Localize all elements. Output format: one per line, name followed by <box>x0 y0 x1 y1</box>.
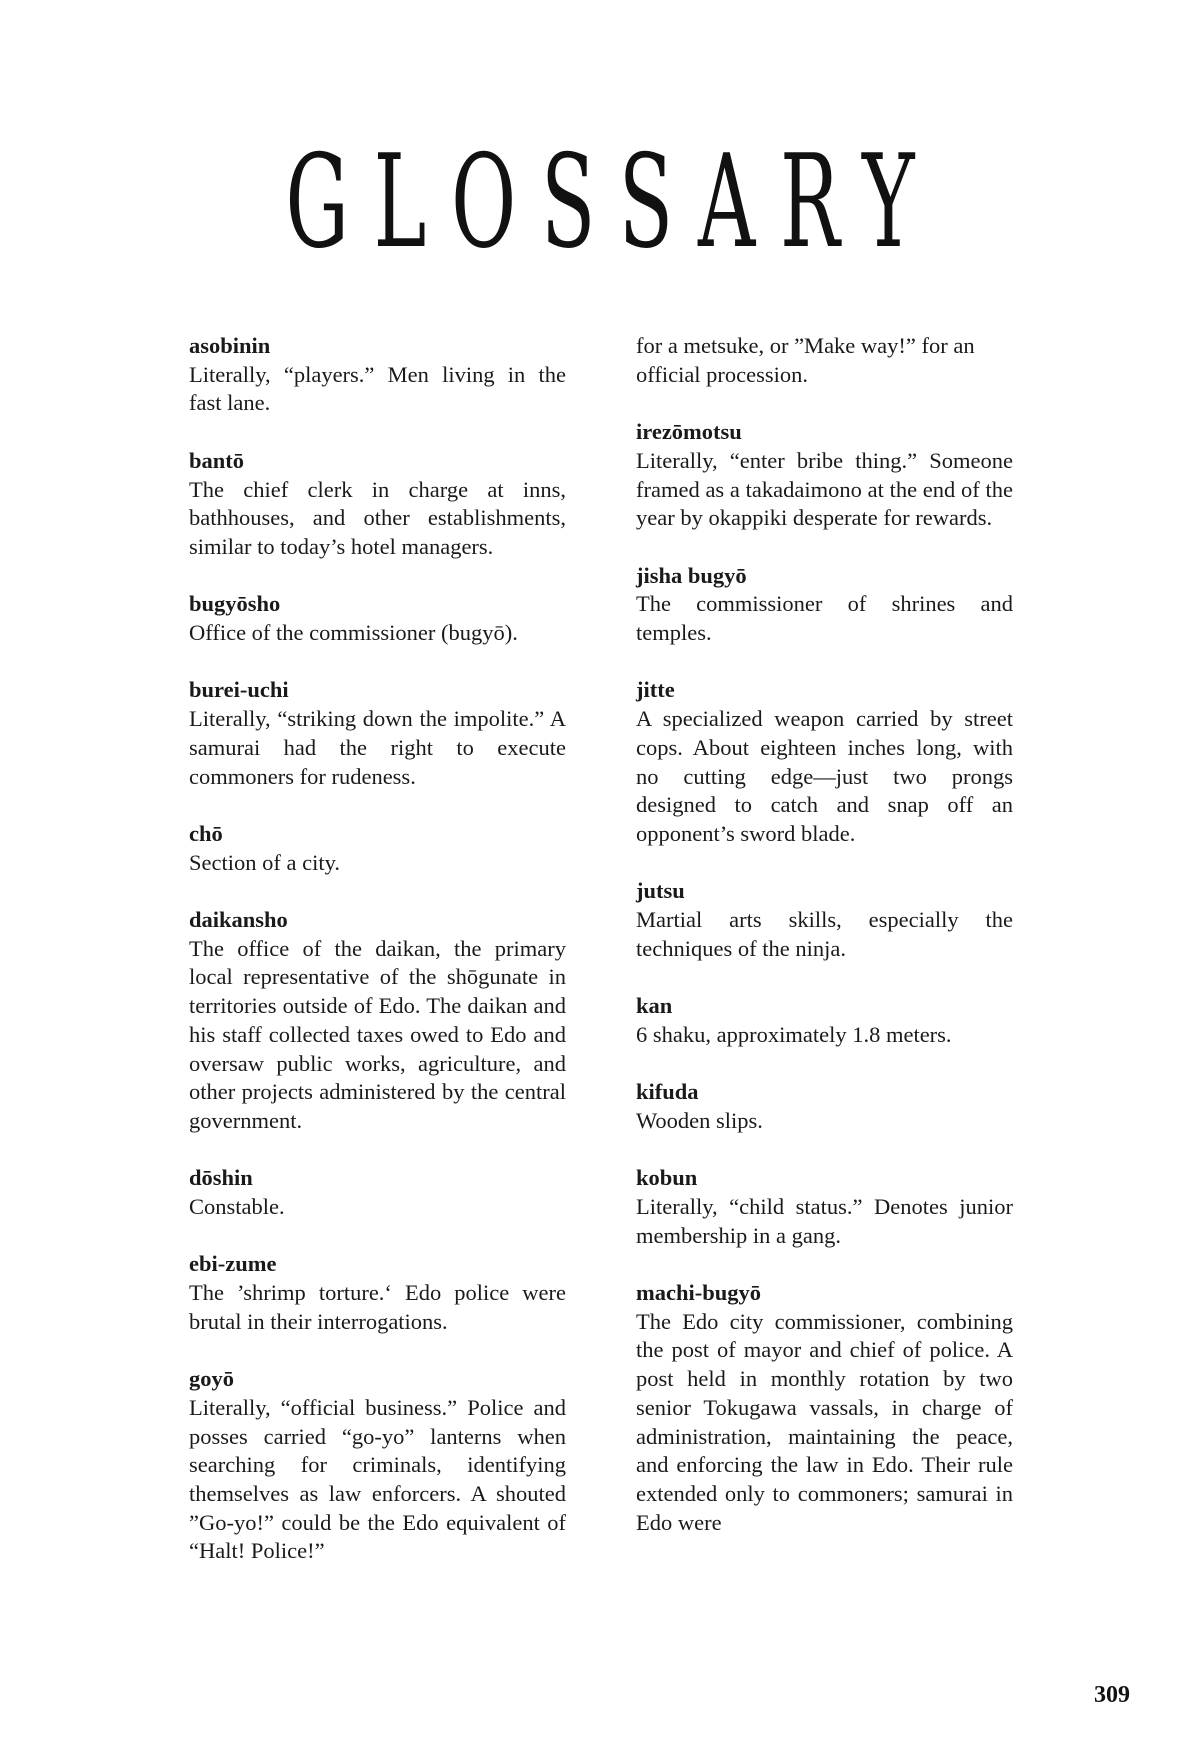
glossary-term: jutsu <box>636 878 685 904</box>
glossary-term: asobinin <box>189 333 271 358</box>
glossary-entry <box>636 992 1013 1049</box>
glossary-continuation <box>636 332 1013 389</box>
glossary-entry <box>189 1365 566 1566</box>
glossary-term: jisha bugyō <box>636 562 747 588</box>
glossary-entry <box>636 877 1013 963</box>
glossary-definition: The office of the daikan, the primary local representative of the shōgunate in territories outside of Edo. The daikan and his staff collected taxes owed to Edo and oversaw public works, agriculture, and other projects administered by the central government. <box>189 935 566 1133</box>
glossary-definition: Literally, “enter bribe thing.” Someone framed as a takadaimono at the end of the year by okappiki desperate for rewards. <box>636 447 1013 531</box>
glossary-term: bantō <box>189 447 245 473</box>
page-number: 309 <box>1094 1682 1130 1708</box>
glossary-definition: 6 shaku, approximately 1.8 meters. <box>636 1021 952 1047</box>
glossary-entry <box>636 1164 1013 1250</box>
glossary-definition: A specialized weapon carried by street cops. About eighteen inches long, with no cutting edge—just two prongs designed to catch and snap off an opponent’s sword blade. <box>636 706 1013 846</box>
glossary-definition: Literally, “official business.” Police and posses carried “go-yo” lanterns when searching for criminals, identifying themselves as law enforcers. A shouted ”Go-yo!” could be the Edo equivalent of “Halt! Police!” <box>189 1394 566 1564</box>
glossary-definition: Office of the commissioner (bugyō). <box>189 620 518 645</box>
glossary-entry <box>189 1250 566 1336</box>
glossary-term: burei-uchi <box>189 677 289 703</box>
glossary-entry <box>636 418 1013 533</box>
glossary-definition: The ’shrimp torture.‘ Edo police were brutal in their interrogations. <box>189 1280 566 1334</box>
glossary-entry <box>636 676 1013 848</box>
glossary-entry <box>636 562 1013 648</box>
glossary-definition: Constable. <box>189 1194 285 1219</box>
glossary-entry <box>636 1279 1013 1537</box>
glossary-definition: Wooden slips. <box>636 1107 763 1133</box>
glossary-entry <box>189 906 566 1136</box>
glossary-entry <box>189 676 566 791</box>
glossary-definition: The commissioner of shrines and temples. <box>636 591 1013 645</box>
glossary-definition-continued: for a metsuke, or ”Make way!” for an official procession. <box>636 333 975 387</box>
glossary-term: dōshin <box>189 1165 253 1191</box>
page-title: GLOSSARY <box>285 128 940 277</box>
glossary-right-column <box>636 332 1013 1566</box>
glossary-term: ebi-zume <box>189 1251 277 1277</box>
glossary-term: machi-bugyō <box>636 1280 762 1306</box>
glossary-entry <box>189 447 566 562</box>
glossary-term: irezōmotsu <box>636 419 742 445</box>
glossary-entry <box>189 1164 566 1221</box>
glossary-definition: Section of a city. <box>189 849 340 875</box>
glossary-term: chō <box>189 820 223 846</box>
glossary-entry <box>189 590 566 647</box>
glossary-term: bugyōsho <box>189 591 281 617</box>
glossary-entry <box>189 820 566 877</box>
glossary-term: daikansho <box>189 906 288 932</box>
glossary-term: kifuda <box>636 1079 699 1105</box>
glossary-term: kan <box>636 993 673 1019</box>
glossary-entry <box>189 332 566 418</box>
glossary-definition: Literally, “child status.” Denotes junior membership in a gang. <box>636 1193 1013 1248</box>
glossary-term: jitte <box>636 677 675 703</box>
glossary-definition: Martial arts skills, especially the techniques of the ninja. <box>636 907 1013 961</box>
glossary-term: kobun <box>636 1165 698 1191</box>
glossary-definition: The chief clerk in charge at inns, bathhouses, and other establishments, similar to today’s hotel managers. <box>189 476 566 559</box>
glossary-entry <box>636 1078 1013 1135</box>
glossary-definition: Literally, “striking down the impolite.” A samurai had the right to execute commoners for rudeness. <box>189 706 566 789</box>
glossary-definition: The Edo city commissioner, combining the post of mayor and chief of police. A post held in monthly rotation by two senior Tokugawa vassals, in charge of administration, maintaining the peace, and enforcing the law in Edo. Their rule extended only to commoners; samurai in Edo were <box>636 1308 1013 1535</box>
glossary-left-column <box>189 332 566 1595</box>
glossary-term: goyō <box>189 1366 234 1392</box>
glossary-definition: Literally, “players.” Men living in the fast lane. <box>189 361 566 416</box>
